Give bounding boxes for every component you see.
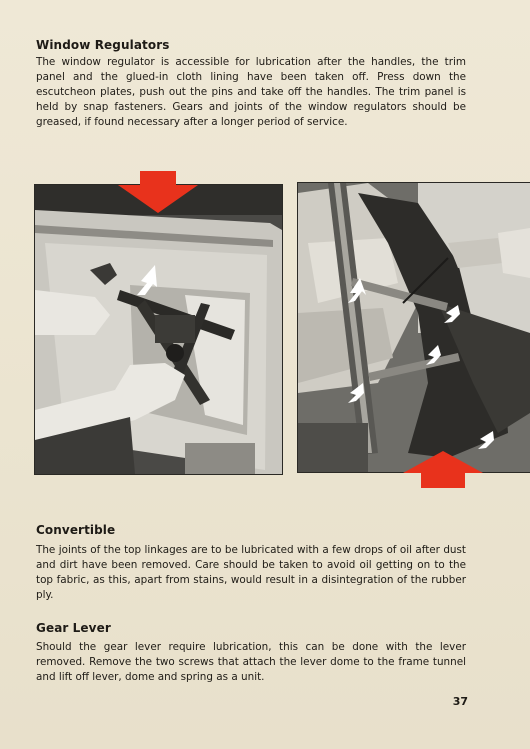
red-marker-right <box>403 451 483 495</box>
page-number: 37 <box>452 695 468 708</box>
photo-convertible-top <box>298 183 530 472</box>
photo-window-regulator <box>35 185 282 474</box>
paragraph-window-regulators: The window regulator is accessible for lubrication after the handles, the trim panel and the glued-in cloth lining have been taken off. Press down the escutcheon plates, push out the pins and take off the handles. The trim panel is held by snap fasteners. Gears and joints of the window regulators should be greased, if found necessary after a longer period of service. <box>36 56 466 128</box>
paragraph-gear-lever: Should the gear lever require lubrication, this can be done with the lever removed. Remove the two screws that attach the lever dome to the frame tunnel and lift off lever, dome and spring as a unit. <box>36 641 466 683</box>
heading-window-regulators: Window Regulators <box>36 38 170 52</box>
heading-gear-lever: Gear Lever <box>36 621 111 635</box>
red-marker-left <box>118 171 198 217</box>
paragraph-convertible: The joints of the top linkages are to be lubricated with a few drops of oil after dust and dirt have been removed. Care should be taken to avoid oil getting on to the top fabric, as this, apart from stains, would result in a disintegration of the rubber ply. <box>36 544 466 601</box>
heading-convertible: Convertible <box>36 523 116 537</box>
